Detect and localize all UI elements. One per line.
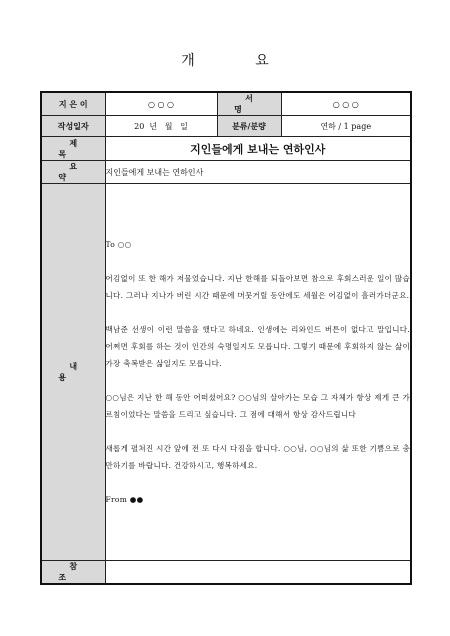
subject-label: 제 목 <box>41 137 105 161</box>
author-label: 지 은 이 <box>41 92 105 116</box>
subject-value[interactable]: 지인들에게 보내는 연하인사 <box>105 137 411 161</box>
reference-value[interactable] <box>105 561 411 585</box>
date-label: 작성일자 <box>41 116 105 137</box>
date-value[interactable]: 20 년 월 일 <box>105 116 217 137</box>
summary-value[interactable]: 지인들에게 보내는 연하인사 <box>105 161 411 184</box>
letter-paragraph: 새롭게 펼쳐진 시간 앞에 전 또 다시 다짐을 합니다. ○○님, ○○님의 삶 또한 기쁨으로 충만하기를 바랍니다. 건강하시고, 행복하세요. <box>105 444 410 470</box>
author-row <box>41 92 411 116</box>
reference-row <box>41 561 411 585</box>
content-body[interactable] <box>105 184 411 561</box>
summary-label: 요 약 <box>41 161 105 184</box>
signature-label: 서 명 <box>217 92 281 116</box>
category-label: 분류/분량 <box>217 116 281 137</box>
summary-form-table <box>40 91 412 585</box>
author-value[interactable]: ○ ○ ○ <box>105 92 217 116</box>
content-row <box>41 184 411 561</box>
letter-closing: From ●● <box>105 495 144 504</box>
reference-label: 참 조 <box>41 561 105 585</box>
content-label: 내 용 <box>41 184 105 561</box>
subject-row <box>41 137 411 161</box>
signature-value[interactable]: ○ ○ ○ <box>281 92 411 116</box>
page-title: 개 요 <box>181 53 297 69</box>
letter-paragraph: 어김없이 또 한 해가 저물었습니다. 지난 한해를 되돌아보면 참으로 후회스러운 일이 많습니다. 그러나 지나가 버린 시간 때문에 머뭇거릴 동안에도 세월은 어김없이 흘러가더군요. <box>105 274 410 300</box>
letter-paragraph: ○○님은 지난 한 해 동안 어떠셨어요? ○○님의 살아가는 모습 그 자체가 항상 제게 큰 가르침이었다는 말씀을 드리고 싶습니다. 그 점에 대해서 항상 감사드립니다 <box>105 393 410 419</box>
letter-paragraph: 백남준 선생이 이런 말씀을 했다고 하네요. 인생에는 리와인드 버튼이 없다고 말입니다. 어쩌면 후회를 하는 것이 인간의 숙명일지도 모릅니다. 그렇기 때문에 후회하지 않는 삶이 가장 축복받은 삶일지도 모릅니다. <box>105 325 410 368</box>
category-value[interactable]: 연하 / 1 page <box>281 116 411 137</box>
summary-row <box>41 161 411 184</box>
date-row <box>41 116 411 137</box>
letter-greeting: To ○○ <box>105 240 132 249</box>
